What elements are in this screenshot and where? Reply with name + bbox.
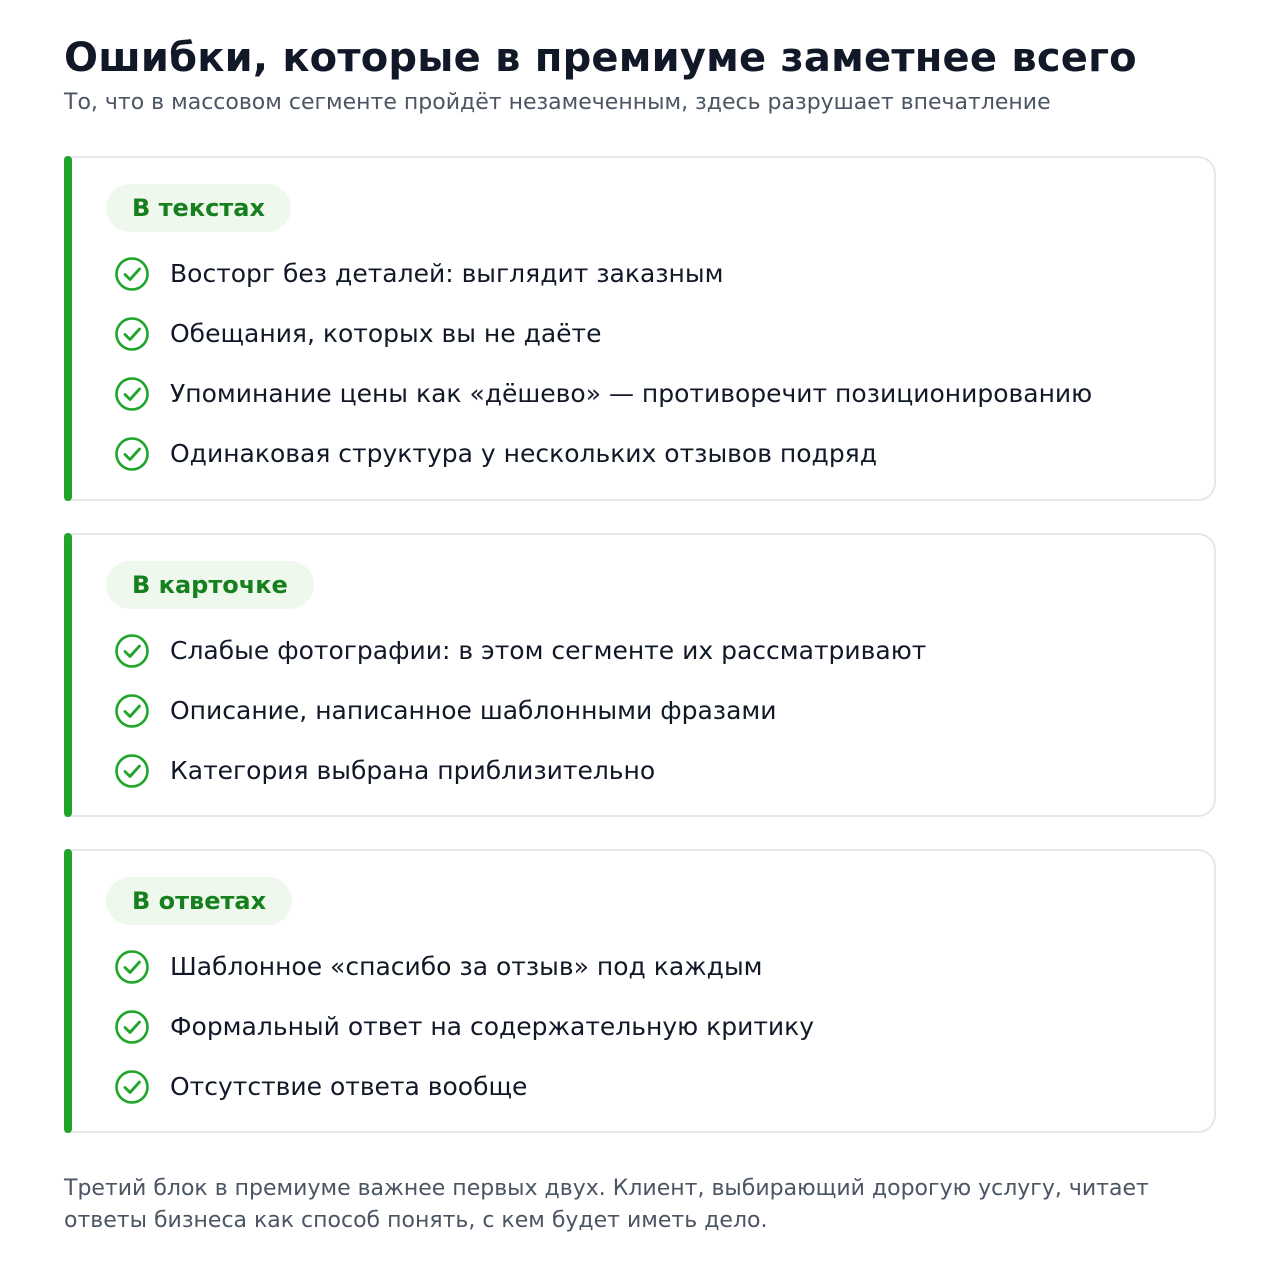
section-label: В карточке (106, 561, 314, 609)
list-item (106, 741, 1214, 801)
list-item (106, 1057, 1214, 1117)
section-card-replies (64, 849, 1216, 1133)
check-circle-icon (114, 949, 150, 985)
list-item (106, 304, 1214, 364)
list-item-text: Восторг без деталей: выглядит заказным (170, 259, 724, 288)
check-circle-icon (114, 1009, 150, 1045)
check-circle-icon (114, 753, 150, 789)
list-item-text: Шаблонное «спасибо за отзыв» под каждым (170, 952, 763, 981)
page-subtitle: То, что в массовом сегменте пройдёт незамеченным, здесь разрушает впечатление (64, 90, 1051, 115)
section-label: В ответах (106, 877, 292, 925)
list-item-text: Слабые фотографии: в этом сегменте их рассматривают (170, 636, 927, 665)
list-item (106, 424, 1214, 484)
check-circle-icon (114, 1069, 150, 1105)
list-item-text: Одинаковая структура у нескольких отзывов подряд (170, 439, 878, 468)
check-circle-icon (114, 376, 150, 412)
list-item (106, 681, 1214, 741)
list-item-text: Обещания, которых вы не даёте (170, 319, 602, 348)
check-circle-icon (114, 633, 150, 669)
page (64, 30, 1216, 1237)
section-card-texts (64, 156, 1216, 501)
list-item-text: Отсутствие ответа вообще (170, 1072, 528, 1101)
section-list (106, 621, 1214, 801)
check-circle-icon (114, 436, 150, 472)
list-item-text: Описание, написанное шаблонными фразами (170, 696, 777, 725)
section-label: В текстах (106, 184, 291, 232)
list-item (106, 364, 1214, 424)
section-card-listing (64, 533, 1216, 817)
footer-note: Третий блок в премиуме важнее первых двух. Клиент, выбирающий дорогую услугу, читает ответы бизнеса как способ понять, с кем будет иметь дело. (64, 1176, 1149, 1233)
list-item (106, 997, 1214, 1057)
list-item (106, 244, 1214, 304)
check-circle-icon (114, 693, 150, 729)
list-item-text: Формальный ответ на содержательную критику (170, 1012, 815, 1041)
check-circle-icon (114, 316, 150, 352)
page-title: Ошибки, которые в премиуме заметнее всего (64, 35, 1137, 81)
section-list (106, 937, 1214, 1117)
list-item (106, 621, 1214, 681)
list-item-text: Упоминание цены как «дёшево» — противоречит позиционированию (170, 379, 1093, 408)
check-circle-icon (114, 256, 150, 292)
list-item (106, 937, 1214, 997)
section-list (106, 244, 1214, 484)
list-item-text: Категория выбрана приблизительно (170, 756, 656, 785)
